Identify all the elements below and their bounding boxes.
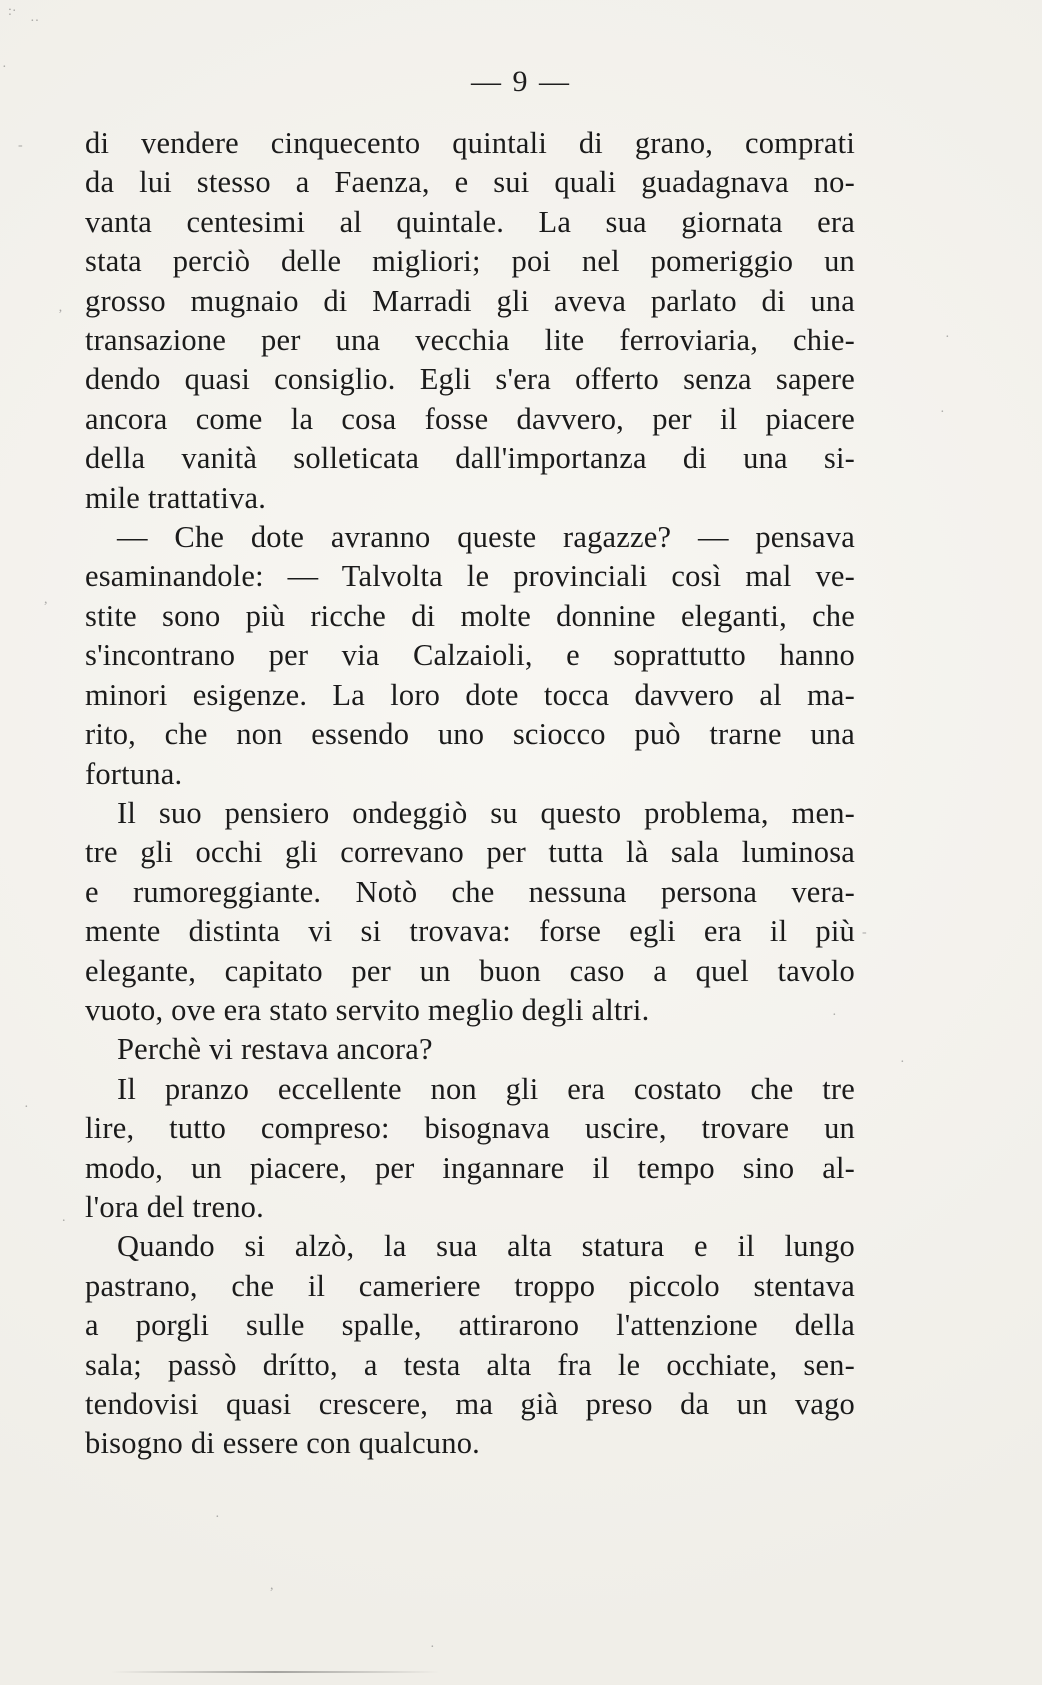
- text-line: di vendere cinquecento quintali di grano, comprati: [85, 126, 855, 160]
- text-line: minori esigenze. La loro dote tocca davvero al ma-: [85, 677, 855, 712]
- scan-speck: ·: [24, 1100, 29, 1115]
- text-line: vanta centesimi al quintale. La sua giornata era: [85, 204, 855, 239]
- scan-speck: ·: [2, 60, 7, 75]
- scan-speck: ·: [945, 330, 950, 345]
- text-line: stata perciò delle migliori; poi nel pomeriggio un: [85, 244, 855, 279]
- scan-speck: .: [62, 1210, 66, 1225]
- text-line: fortuna.: [85, 756, 183, 791]
- text-line: Quando si alzò, la sua alta statura e il lungo: [117, 1229, 855, 1264]
- text-line: tendovisi quasi crescere, ma già preso da un vago: [85, 1387, 855, 1421]
- text-line: l'ora del treno.: [85, 1189, 264, 1224]
- paragraph: [85, 794, 855, 1030]
- text-line: Il suo pensiero ondeggiò su questo problema, men-: [117, 795, 855, 830]
- scan-speck: ·: [832, 1008, 837, 1023]
- scan-speck: ·: [215, 1510, 220, 1525]
- text-line: ancora come la cosa fosse davvero, per il piacere: [85, 401, 855, 436]
- scan-speck: ‐: [18, 138, 23, 153]
- scan-speck: ,: [270, 1578, 274, 1593]
- text-line: rito, che non essendo uno sciocco può trarne una: [85, 717, 855, 752]
- scan-speck: ·: [430, 1640, 435, 1655]
- text-line: s'incontrano per via Calzaioli, e soprattutto hanno: [85, 638, 855, 673]
- text-line: vuoto, ove era stato servito meglio degli altri.: [85, 992, 650, 1027]
- text-line: bisogno di essere con qualcuno.: [85, 1426, 480, 1461]
- text-line: transazione per una vecchia lite ferroviaria, chie-: [85, 323, 855, 358]
- text-line: da lui stesso a Faenza, e sui quali guadagnava no-: [85, 165, 855, 200]
- paragraph: [85, 1227, 855, 1463]
- page-number: — 9 —: [471, 65, 571, 98]
- paragraph: [85, 1070, 855, 1228]
- paragraph: [85, 124, 855, 518]
- page-text: [85, 124, 855, 1464]
- scan-speck: ··: [30, 14, 40, 29]
- text-line: sala; passò drítto, a testa alta fra le occhiate, sen-: [85, 1347, 855, 1382]
- text-line: mile trattativa.: [85, 480, 267, 515]
- paragraph: [85, 1030, 855, 1069]
- text-line: a porgli sulle spalle, attirarono l'attenzione della: [85, 1308, 855, 1343]
- text-line: esaminandole: — Talvolta le provinciali così mal ve-: [85, 559, 855, 594]
- scan-speck: ·: [900, 1055, 905, 1070]
- text-line: grosso mugnaio di Marradi gli aveva parlato di una: [85, 283, 855, 318]
- text-line: della vanità solleticata dall'importanza di una si-: [85, 441, 855, 476]
- scan-speck: ,: [44, 592, 48, 607]
- text-line: — Che dote avranno queste ragazze? — pensava: [117, 520, 855, 555]
- text-line: modo, un piacere, per ingannare il tempo sino al-: [85, 1150, 855, 1185]
- text-line: stite sono più ricche di molte donnine eleganti, che: [85, 598, 855, 633]
- text-line: lire, tutto compreso: bisognava uscire, trovare un: [85, 1111, 855, 1146]
- text-line: tre gli occhi gli correvano per tutta là sala luminosa: [85, 835, 855, 870]
- scan-speck: ·: [940, 405, 945, 420]
- text-line: Il pranzo eccellente non gli era costato che tre: [117, 1071, 855, 1106]
- text-line: mente distinta vi si trovava: forse egli era il più: [85, 914, 855, 949]
- text-line: e rumoreggiante. Notò che nessuna persona vera-: [85, 874, 855, 909]
- paragraph: [85, 518, 855, 794]
- text-line: pastrano, che il cameriere troppo piccolo stentava: [85, 1268, 855, 1303]
- scan-speck: ‚: [58, 300, 63, 315]
- scan-speck: ‐: [862, 925, 867, 940]
- text-line: Perchè vi restava ancora?: [117, 1032, 433, 1067]
- scan-speck: :·: [8, 4, 17, 19]
- text-line: dendo quasi consiglio. Egli s'era offerto senza sapere: [85, 362, 855, 397]
- scan-smudge: [110, 1671, 440, 1673]
- text-line: elegante, capitato per un buon caso a quel tavolo: [85, 953, 855, 988]
